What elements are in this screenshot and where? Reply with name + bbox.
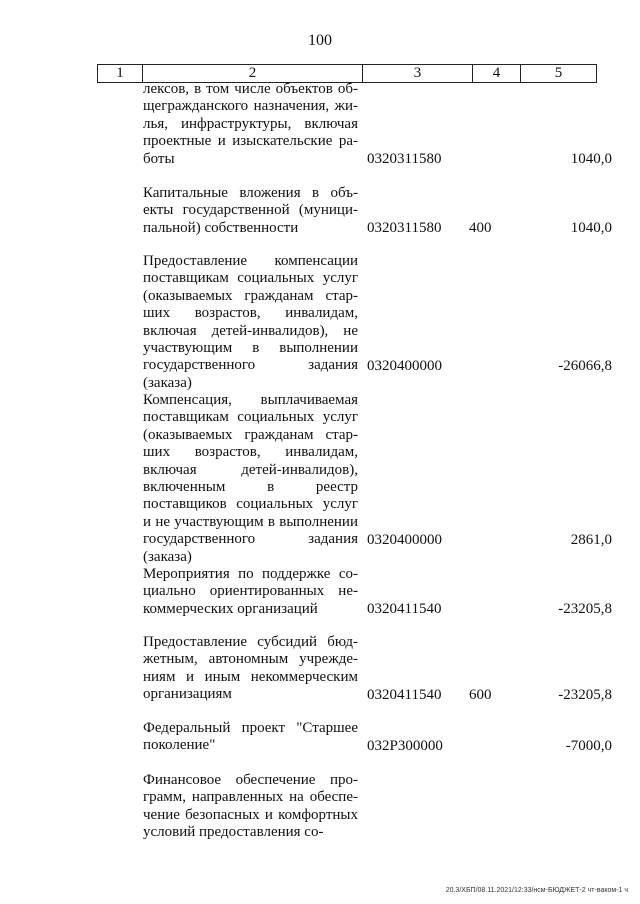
row-description: Предоставление субсидий бюджетным, автономным учреждениям и иным некоммерческим организациям bbox=[143, 634, 358, 703]
column-header-2: 2 bbox=[143, 65, 363, 82]
row-amount: 2861,0 bbox=[570, 531, 612, 548]
row-amount: 1040,0 bbox=[570, 219, 612, 236]
table-row bbox=[0, 720, 640, 755]
row-code: 0320311580 bbox=[367, 150, 442, 167]
table-row bbox=[0, 253, 640, 391]
row-amount: -23205,8 bbox=[558, 686, 612, 703]
table-row bbox=[0, 634, 640, 704]
row-code: 0320411540 bbox=[367, 600, 442, 617]
column-header-1: 1 bbox=[98, 65, 143, 82]
row-expense-type: 400 bbox=[469, 219, 492, 236]
row-description: Предоставление компенсации поставщикам социальных услуг (оказываемых гражданам старших возрастов, инвалидам, включая детей-инвалидов), не участвующим в выполнении государственного задания (заказа) bbox=[143, 253, 358, 391]
row-description: Капитальные вложения в объекты государственной (муниципальной) собственности bbox=[143, 185, 358, 236]
row-code: 0320400000 bbox=[367, 357, 442, 374]
row-amount: 1040,0 bbox=[570, 150, 612, 167]
row-code: 0320411540 bbox=[367, 686, 442, 703]
row-description: Федеральный проект "Старшее поколение" bbox=[143, 720, 358, 754]
page-number: 100 bbox=[308, 32, 332, 49]
row-description: лексов, в том числе объектов общегражданского назначения, жилья, инфраструктуры, включая проектные и изыскательские работы bbox=[143, 81, 358, 167]
footer-stamp: 20.3/ХБП/08.11.2021/12:33/нсм-БЮДЖЕТ-2 чт-ваком-1 ч bbox=[445, 887, 628, 894]
row-amount: -26066,8 bbox=[558, 357, 612, 374]
row-expense-type: 600 bbox=[469, 686, 492, 703]
row-code: 032P300000 bbox=[367, 737, 443, 754]
table-row bbox=[0, 772, 640, 842]
column-header-3: 3 bbox=[363, 65, 473, 82]
table-row bbox=[0, 566, 640, 618]
row-code: 0320400000 bbox=[367, 531, 442, 548]
row-description: Мероприятия по поддержке социально ориентированных некоммерческих организаций bbox=[143, 566, 358, 617]
table-row bbox=[0, 81, 640, 168]
column-header-5: 5 bbox=[554, 65, 563, 81]
row-code: 0320311580 bbox=[367, 219, 442, 236]
table-row bbox=[0, 185, 640, 237]
row-amount: -7000,0 bbox=[565, 737, 612, 754]
column-header-4: 4 bbox=[473, 65, 521, 82]
row-description: Финансовое обеспечение программ, направленных на обеспечение безопасных и комфортных условий предоставления со- bbox=[143, 772, 358, 841]
table-row bbox=[0, 392, 640, 565]
row-description: Компенсация, выплачиваемая поставщикам социальных услуг (оказываемых гражданам старших возрастов, инвалидам, включая детей-инвалидов), включенным в реестр поставщиков социальных услуг и не участвующим в выполнении государственного задания (заказа) bbox=[143, 392, 358, 565]
row-amount: -23205,8 bbox=[558, 600, 612, 617]
